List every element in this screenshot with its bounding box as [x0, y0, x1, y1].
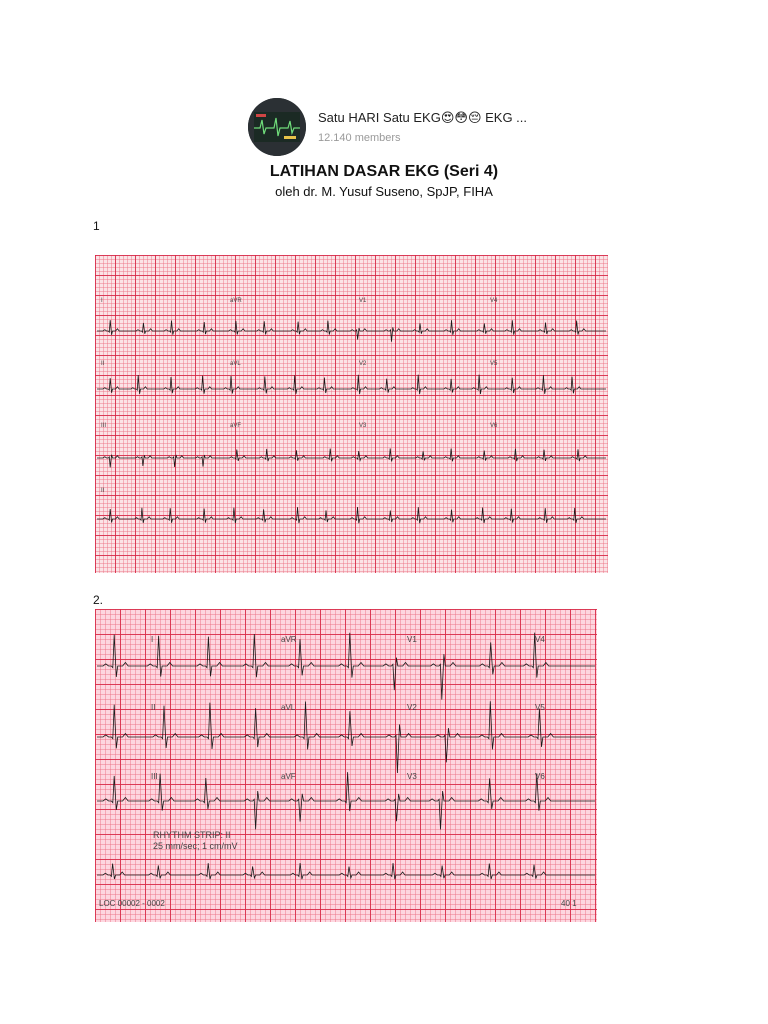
ecg-2-lead-label: I: [151, 635, 154, 644]
ecg-2-number: 2.: [93, 593, 104, 607]
ecg-1-lead-label: aVL: [230, 361, 241, 367]
ecg-1-lead-label: V4: [490, 298, 498, 304]
ecg-1-lead-label: aVR: [230, 298, 242, 304]
ecg-2-footer-left: LOC 00002 - 0002: [99, 899, 165, 908]
ecg-2-lead-label: V2: [407, 703, 417, 712]
ecg-2-lead-label: aVF: [281, 772, 296, 781]
ecg-1-lead-label: II: [101, 361, 105, 367]
ecg-trace: [97, 701, 595, 773]
ecg-trace: [97, 507, 606, 523]
ecg-2-footer-right: 40 1: [561, 899, 577, 908]
group-header[interactable]: [248, 97, 526, 157]
ecg-1-lead-label: II: [101, 488, 105, 494]
ecg-1-lead-label: V3: [359, 423, 367, 429]
ecg-1-lead-label: V6: [490, 423, 498, 429]
ecg-2-lead-label: II: [151, 703, 156, 712]
rhythm-strip-label: RHYTHM STRIP: II: [153, 830, 231, 840]
rhythm-strip-speed: 25 mm/sec; 1 cm/mV: [153, 841, 238, 851]
ecg-2-lead-label: aVR: [281, 635, 297, 644]
ecg-1-lead-label: aVF: [230, 423, 242, 429]
document-subtitle: oleh dr. M. Yusuf Suseno, SpJP, FIHA: [275, 184, 493, 199]
ecg-trace: [97, 375, 606, 394]
group-avatar[interactable]: [248, 98, 306, 156]
ecg-1-image: [95, 255, 608, 573]
ecg-2-lead-label: V6: [535, 772, 545, 781]
ecg-2-lead-label: III: [151, 772, 158, 781]
ecg-trace: [97, 772, 595, 829]
group-name[interactable]: Satu HARI Satu EKG😍😳😔 EKG ...: [318, 110, 528, 125]
ecg-1-lead-label: V5: [490, 361, 498, 367]
ecg-trace: [97, 633, 595, 700]
ecg-2-image: [95, 609, 597, 922]
ecg-trace: [97, 448, 606, 467]
document-title: LATIHAN DASAR EKG (Seri 4): [269, 163, 499, 180]
ecg-2-traces: [95, 609, 597, 922]
ecg-1-lead-label: V1: [359, 298, 367, 304]
ecg-2-lead-label: V1: [407, 635, 417, 644]
ecg-trace: [97, 320, 606, 342]
ecg-1-traces: [95, 255, 608, 573]
ecg-1-number: 1: [93, 219, 100, 233]
group-members-count: 12.140 members: [318, 132, 401, 144]
ecg-2-lead-label: V5: [535, 703, 545, 712]
ecg-1-lead-label: I: [101, 298, 103, 304]
ecg-2-lead-label: V3: [407, 772, 417, 781]
ecg-2-lead-label: aVL: [281, 703, 296, 712]
ecg-2-lead-label: V4: [535, 635, 545, 644]
ecg-1-lead-label: V2: [359, 361, 367, 367]
ecg-trace: [97, 863, 595, 879]
ecg-1-lead-label: III: [101, 423, 107, 429]
